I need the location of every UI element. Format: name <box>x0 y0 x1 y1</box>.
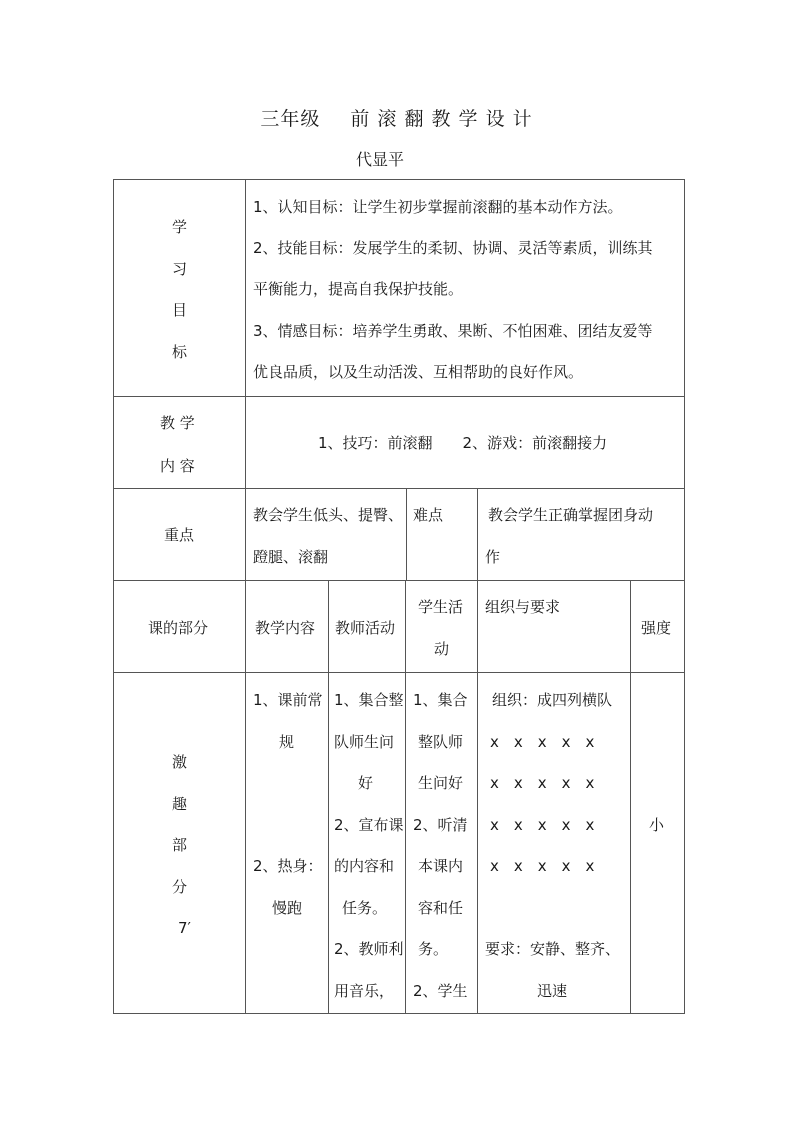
header-intensity: 强度 <box>641 619 672 637</box>
table-row-divider <box>113 488 685 489</box>
grade-label: 三年级 <box>260 108 321 130</box>
subject-title: 前 滚 翻 教 学 设 计 <box>350 108 533 130</box>
teaching-content-line: 2、热身： <box>253 857 323 875</box>
student-activity-line: 2、学生 <box>413 982 468 1000</box>
table-row-divider <box>113 672 685 673</box>
objective-line: 平衡能力，提高自我保护技能。 <box>253 280 464 298</box>
teacher-activity-line: 2、宣布课 <box>334 816 404 834</box>
header-organization: 组织与要求 <box>485 598 561 616</box>
organization-requirement: 要求：安静、整齐、 <box>485 940 621 958</box>
formation-row: x x x x x <box>490 857 595 875</box>
key-points-label: 重点 <box>164 526 195 544</box>
objectives-label-char: 习 <box>172 260 188 278</box>
teacher-activity-line: 好 <box>358 774 374 792</box>
objective-line: 3、情感目标：培养学生勇敢、果断、不怕困难、团结友爱等 <box>253 322 653 340</box>
content-label-line: 内 容 <box>160 457 195 475</box>
header-student-activity: 动 <box>434 640 450 658</box>
table-col-divider <box>406 488 407 581</box>
difficulty-line: 作 <box>485 548 501 566</box>
organization-requirement: 迅速 <box>537 982 568 1000</box>
difficulty-label: 难点 <box>413 506 444 524</box>
teacher-activity-line: 1、集合整 <box>334 691 404 709</box>
header-teacher-activity: 教师活动 <box>335 619 396 637</box>
teacher-activity-line: 任务。 <box>342 899 388 917</box>
student-activity-line: 整队师 <box>418 733 464 751</box>
teacher-activity-line: 用音乐， <box>334 982 395 1000</box>
teacher-activity-line: 的内容和 <box>334 857 395 875</box>
objective-line: 优良品质，以及生动活泼、互相帮助的良好作风。 <box>253 363 584 381</box>
teaching-content-line: 规 <box>279 733 295 751</box>
key-points-line: 教会学生低头、提臀、 <box>253 506 404 524</box>
objectives-label-char: 目 <box>172 301 188 319</box>
table-col-divider <box>477 488 478 1014</box>
teacher-activity-line: 2、教师利 <box>334 940 404 958</box>
header-part: 课的部分 <box>148 619 209 637</box>
student-activity-line: 2、听清 <box>413 816 468 834</box>
key-points-line: 蹬腿、滚翻 <box>253 548 329 566</box>
organization-title: 组织：成四列横队 <box>492 691 613 709</box>
header-teaching-content: 教学内容 <box>255 619 316 637</box>
table-col-divider <box>328 580 329 1014</box>
formation-row: x x x x x <box>490 733 595 751</box>
teacher-activity-line: 队师生问 <box>334 733 395 751</box>
table-row-divider <box>113 396 685 397</box>
content-label-line: 教 学 <box>160 414 195 432</box>
document-title <box>0 104 793 131</box>
author-name: 代显平 <box>356 150 405 169</box>
table-col-divider <box>630 580 631 1014</box>
student-activity-line: 1、集合 <box>413 691 468 709</box>
formation-row: x x x x x <box>490 774 595 792</box>
teaching-content-line: 1、课前常 <box>253 691 323 709</box>
header-student-activity: 学生活 <box>418 598 464 616</box>
table-border-top <box>113 179 685 180</box>
formation-row: x x x x x <box>490 816 595 834</box>
table-border-bottom <box>113 1013 685 1014</box>
table-border-right <box>684 179 685 1014</box>
section-label-char: 部 <box>172 836 188 854</box>
teaching-content-line: 慢跑 <box>272 899 303 917</box>
section-label-char: 分 <box>172 878 188 896</box>
table-border-left <box>113 179 114 1014</box>
objective-line: 2、技能目标：发展学生的柔韧、协调、灵活等素质，训练其 <box>253 239 653 257</box>
table-row-divider <box>113 580 685 581</box>
student-activity-line: 生问好 <box>418 774 464 792</box>
content-text: 1、技巧：前滚翻 2、游戏：前滚翻接力 <box>318 434 608 452</box>
objectives-label-char: 学 <box>172 218 188 236</box>
objective-line: 1、认知目标：让学生初步掌握前滚翻的基本动作方法。 <box>253 198 623 216</box>
student-activity-line: 容和任 <box>418 899 464 917</box>
intensity-value: 小 <box>649 816 665 834</box>
section-label-char: 趣 <box>172 795 188 813</box>
table-col-divider <box>245 179 246 1014</box>
section-label-char: 激 <box>172 753 188 771</box>
section-duration: 7′ <box>178 919 191 937</box>
student-activity-line: 本课内 <box>418 857 464 875</box>
student-activity-line: 务。 <box>418 940 449 958</box>
table-col-divider <box>405 580 406 1014</box>
objectives-label-char: 标 <box>172 343 188 361</box>
difficulty-line: 教会学生正确掌握团身动 <box>488 506 654 524</box>
